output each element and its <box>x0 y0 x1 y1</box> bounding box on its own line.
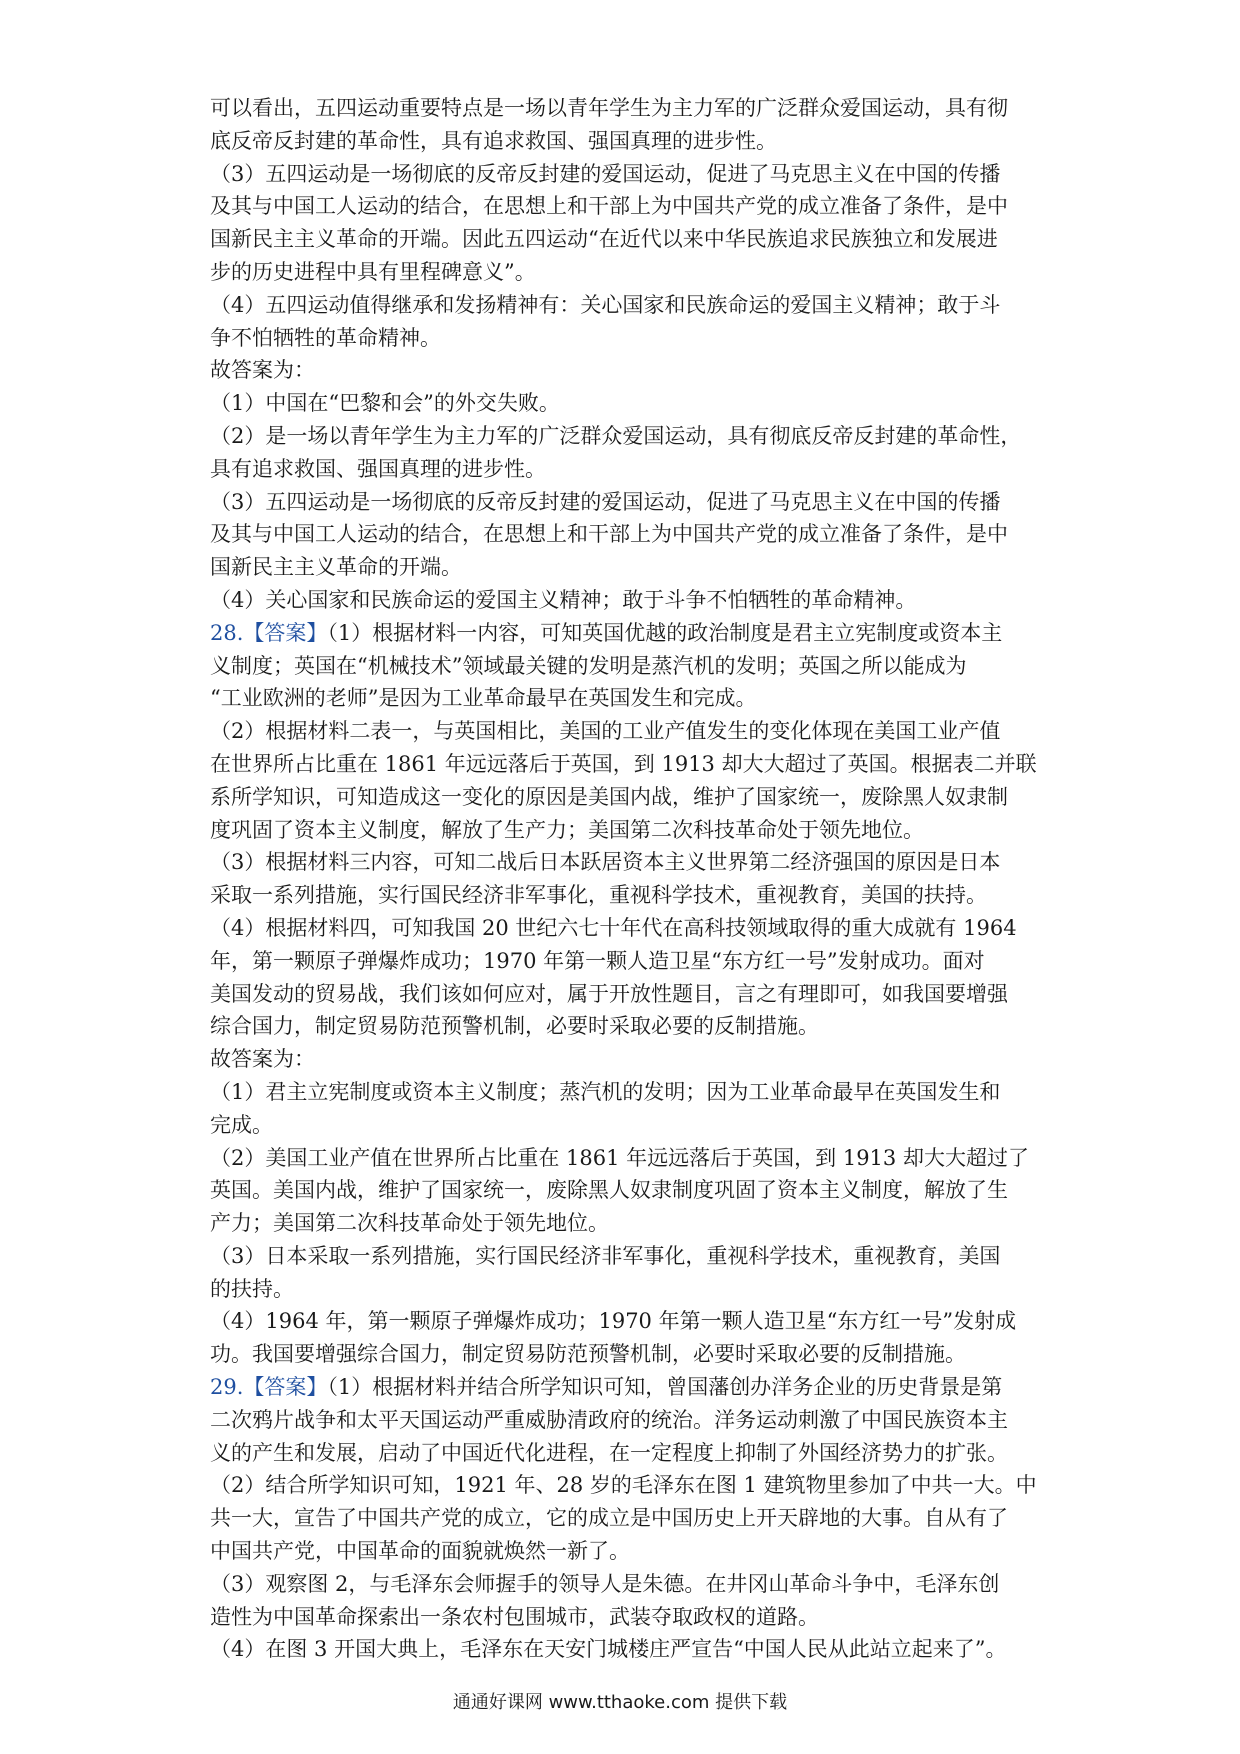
text-line: 采取一系列措施，实行国民经济非军事化，重视科学技术，重视教育，美国的扶持。 <box>210 883 987 908</box>
text-line: 造性为中国革命探索出一条农村包围城市，武装夺取政权的道路。 <box>210 1604 819 1629</box>
text-line: 二次鸦片战争和太平天国运动严重威胁清政府的统治。洋务运动刺激了中国民族资本主 <box>210 1407 1008 1432</box>
answer-mark-q29: 29.【答案】 <box>210 1375 328 1400</box>
text-line: 中国共产党，中国革命的面貌就焕然一新了。 <box>210 1539 630 1564</box>
text-line: 综合国力，制定贸易防范预警机制，必要时采取必要的反制措施。 <box>210 1014 819 1039</box>
text-line: 具有追求救国、强国真理的进步性。 <box>210 456 546 481</box>
text-line: 义的产生和发展，启动了中国近代化进程，在一定程度上抑制了外国经济势力的扩张。 <box>210 1440 1008 1465</box>
text-line: （2）是一场以青年学生为主力军的广泛群众爱国运动，具有彻底反帝反封建的革命性， <box>210 423 1022 448</box>
text-line: （1）君主立宪制度或资本主义制度；蒸汽机的发明；因为工业革命最早在英国发生和 <box>210 1079 1001 1104</box>
text-line: 完成。 <box>210 1112 273 1137</box>
text-line: 共一大，宣告了中国共产党的成立，它的成立是中国历史上开天辟地的大事。自从有了 <box>210 1506 1008 1531</box>
page-footer: 通通好课网 www.tthaoke.com 提供下载 <box>452 1692 788 1713</box>
text-line: 故答案为： <box>210 1047 315 1072</box>
text-line: （4）在图 3 开国大典上，毛泽东在天安门城楼庄严宣告“中国人民从此站立起来了”。 <box>210 1637 1007 1662</box>
text-line <box>210 617 1040 650</box>
text-line: （2）结合所学知识可知，1921 年、28 岁的毛泽东在图 1 建筑物里参加了中共一大。中 <box>210 1473 1037 1498</box>
text-segment: （1）根据材料一内容，可知英国优越的政治制度是君主立宪制度或资本主 <box>327 620 1003 645</box>
text-line <box>210 1371 1040 1404</box>
text-line: 年，第一颗原子弹爆炸成功；1970 年第一颗人造卫星“东方红一号”发射成功。面对 <box>210 948 985 973</box>
text-line: （2）美国工业产值在世界所占比重在 1861 年远远落后于英国，到 1913 却大大超过了 <box>210 1145 1029 1170</box>
text-line: （3）五四运动是一场彻底的反帝反封建的爱国运动，促进了马克思主义在中国的传播 <box>210 161 1001 186</box>
text-line: 国新民主主义革命的开端。 <box>210 555 462 580</box>
answer-mark-q28: 28.【答案】 <box>210 620 328 645</box>
text-line: （4）五四运动值得继承和发扬精神有：关心国家和民族命运的爱国主义精神；敢于斗 <box>210 292 1001 317</box>
text-segment: （1）根据材料并结合所学知识可知，曾国藩创办洋务企业的历史背景是第 <box>327 1375 1003 1400</box>
text-line: （4）根据材料四，可知我国 20 世纪六七十年代在高科技领域取得的重大成就有 1964 <box>210 915 1017 940</box>
text-line: 系所学知识，可知造成这一变化的原因是美国内战，维护了国家统一，废除黑人奴隶制 <box>210 784 1008 809</box>
text-line: 步的历史进程中具有里程碑意义”。 <box>210 259 536 284</box>
text-line: 英国。美国内战，维护了国家统一，废除黑人奴隶制度巩固了资本主义制度，解放了生 <box>210 1178 1008 1203</box>
text-line: （3）观察图 2，与毛泽东会师握手的领导人是朱德。在井冈山革命斗争中，毛泽东创 <box>210 1571 1000 1596</box>
text-line: （3）日本采取一系列措施，实行国民经济非军事化，重视科学技术，重视教育，美国 <box>210 1243 1001 1268</box>
text-line: （3）五四运动是一场彻底的反帝反封建的爱国运动，促进了马克思主义在中国的传播 <box>210 489 1001 514</box>
text-line: 产力；美国第二次科技革命处于领先地位。 <box>210 1211 609 1236</box>
text-line: 度巩固了资本主义制度，解放了生产力；美国第二次科技革命处于领先地位。 <box>210 817 924 842</box>
text-line: 底反帝反封建的革命性，具有追求救国、强国真理的进步性。 <box>210 128 777 153</box>
text-line: 可以看出，五四运动重要特点是一场以青年学生为主力军的广泛群众爱国运动，具有彻 <box>210 96 1008 120</box>
text-line: （4）关心国家和民族命运的爱国主义精神；敢于斗争不怕牺牲的革命精神。 <box>210 587 917 612</box>
text-line: 故答案为： <box>210 358 315 383</box>
text-line: （3）根据材料三内容，可知二战后日本跃居资本主义世界第二经济强国的原因是日本 <box>210 850 1001 875</box>
text-line: 义制度；英国在“机械技术”领域最关键的发明是蒸汽机的发明；英国之所以能成为 <box>210 653 967 678</box>
text-line: 及其与中国工人运动的结合，在思想上和干部上为中国共产党的成立准备了条件，是中 <box>210 194 1008 219</box>
text-line: 的扶持。 <box>210 1276 294 1301</box>
document-body <box>210 92 1040 1666</box>
text-line: （1）中国在“巴黎和会”的外交失败。 <box>210 391 560 416</box>
text-line: 争不怕牺牲的革命精神。 <box>210 325 441 350</box>
text-line: 及其与中国工人运动的结合，在思想上和干部上为中国共产党的成立准备了条件，是中 <box>210 522 1008 547</box>
text-line: （4）1964 年，第一颗原子弹爆炸成功；1970 年第一颗人造卫星“东方红一号”发射成 <box>210 1309 1017 1334</box>
text-line: 美国发动的贸易战，我们该如何应对，属于开放性题目，言之有理即可，如我国要增强 <box>210 981 1008 1006</box>
text-line: 功。我国要增强综合国力，制定贸易防范预警机制，必要时采取必要的反制措施。 <box>210 1342 966 1367</box>
text-line: 在世界所占比重在 1861 年远远落后于英国，到 1913 却大大超过了英国。根据表二并联 <box>210 751 1037 776</box>
text-line: 国新民主主义革命的开端。因此五四运动“在近代以来中华民族追求民族独立和发展进 <box>210 227 998 252</box>
text-line: “工业欧洲的老师”是因为工业革命最早在英国发生和完成。 <box>210 686 757 711</box>
text-line: （2）根据材料二表一，与英国相比，美国的工业产值发生的变化体现在美国工业产值 <box>210 719 1001 744</box>
